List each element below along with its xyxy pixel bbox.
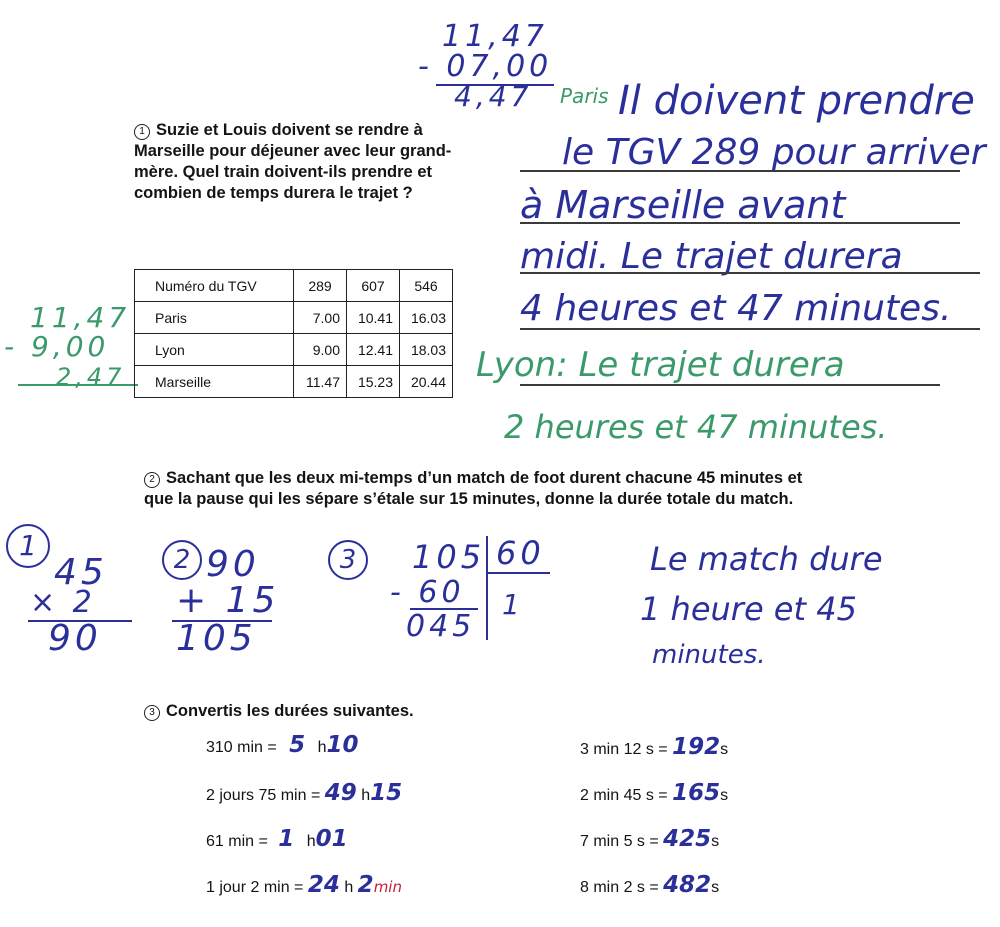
step-3-dividend: 105 — [412, 538, 486, 576]
calc-top-result: 4,47 — [454, 80, 533, 113]
conversion-prompt: 2 jours 75 min = — [206, 787, 321, 804]
table-city-cell: Lyon — [135, 334, 294, 366]
conversion-answer: 2 — [357, 872, 374, 898]
conversion-right-2 — [580, 780, 728, 806]
paris-label: Paris — [560, 84, 609, 108]
answer-underline-5 — [520, 384, 940, 386]
conversion-right-3 — [580, 826, 719, 852]
conversion-answer: 24 — [307, 872, 340, 898]
conversion-right-4 — [580, 872, 719, 898]
answer-paris-line-1: Il doivent prendre — [618, 78, 975, 124]
table-row — [135, 334, 453, 366]
table-time-cell: 7.00 — [294, 302, 347, 334]
conversion-answer: 165 — [672, 780, 721, 806]
table-city-cell: Marseille — [135, 366, 294, 398]
division-bar-horizontal — [486, 572, 550, 574]
tgv-timetable — [134, 269, 453, 398]
conversion-unit: s — [711, 879, 720, 896]
calc-top-a: 11,47 — [442, 19, 548, 54]
conversion-left-4 — [206, 872, 402, 898]
conversion-unit: h — [344, 879, 354, 896]
conversion-left-1 — [206, 732, 359, 758]
exercise-3-number: 3 — [144, 705, 160, 721]
calc-left-b: - 9,00 — [4, 330, 110, 363]
conversion-answer: 1 — [278, 826, 295, 852]
table-time-cell: 20.44 — [400, 366, 453, 398]
conversion-unit: s — [720, 741, 729, 758]
exercise-3-question — [144, 702, 414, 721]
table-row — [135, 302, 453, 334]
conversion-prompt: 8 min 2 s = — [580, 879, 659, 896]
step-1-result: 90 — [48, 618, 102, 659]
step-2-b: + 15 — [176, 580, 280, 621]
division-bar-vertical — [486, 536, 488, 640]
exercise-1-number: 1 — [134, 124, 150, 140]
answer-2-line-1: Le match dure — [650, 540, 883, 578]
table-header-cell: 289 — [294, 270, 347, 302]
answer-underline-1 — [520, 170, 960, 172]
conversion-answer: 482 — [663, 872, 712, 898]
conversion-left-3 — [206, 826, 348, 852]
answer-underline-2 — [520, 222, 960, 224]
table-header-cell: 546 — [400, 270, 453, 302]
table-header-row — [135, 270, 453, 302]
step-1-marker: 1 — [6, 524, 50, 568]
step-1-a: 45 — [54, 552, 108, 593]
conversion-prompt: 1 jour 2 min = — [206, 879, 304, 896]
table-header-cell: 607 — [347, 270, 400, 302]
conversion-answer: 192 — [672, 734, 721, 760]
step-1-b: × 2 — [30, 585, 96, 620]
conversion-prompt: 2 min 45 s = — [580, 787, 668, 804]
conversion-prompt: 310 min = — [206, 739, 277, 756]
answer-paris-line-3: à Marseille avant — [520, 183, 846, 227]
conversion-answer: 5 — [289, 732, 306, 758]
conversion-prompt: 61 min = — [206, 833, 268, 850]
table-time-cell: 18.03 — [400, 334, 453, 366]
conversion-unit-min: min — [373, 878, 402, 896]
conversion-unit: s — [711, 833, 720, 850]
conversion-prompt: 3 min 12 s = — [580, 741, 668, 758]
table-city-cell: Paris — [135, 302, 294, 334]
calc-left-a: 11,47 — [30, 301, 131, 334]
calc-left-rule — [18, 384, 138, 386]
conversion-answer: 15 — [370, 780, 403, 806]
calc-left-result: 2,47 — [56, 363, 126, 391]
answer-2-line-2: 1 heure et 45 — [640, 590, 857, 628]
calc-top — [418, 19, 558, 113]
answer-paris-line-4: midi. Le trajet durera — [520, 236, 903, 277]
exercise-1-text: Suzie et Louis doivent se rendre à Marseille pour déjeuner avec leur grand-mère. Quel train doivent-ils prendre et combien de temps durera le trajet ? — [134, 121, 452, 202]
table-header-cell: Numéro du TGV — [135, 270, 294, 302]
conversion-answer: 49 — [324, 780, 357, 806]
exercise-2-question — [144, 468, 824, 510]
table-time-cell: 11.47 — [294, 366, 347, 398]
step-2-marker: 2 — [162, 540, 202, 580]
step-3-marker: 3 — [328, 540, 368, 580]
table-time-cell: 16.03 — [400, 302, 453, 334]
calc-top-b: - 07,00 — [418, 49, 553, 84]
exercise-2-text: Sachant que les deux mi-temps d’un match de foot durent chacune 45 minutes et que la pause qui les sépare s’étale sur 15 minutes, donne la durée totale du match. — [144, 469, 803, 508]
step-3-quotient: 1 — [502, 588, 524, 621]
conversion-unit: h — [361, 787, 371, 804]
exercise-3-text: Convertis les durées suivantes. — [166, 702, 414, 720]
table-time-cell: 9.00 — [294, 334, 347, 366]
table-time-cell: 15.23 — [347, 366, 400, 398]
table-time-cell: 12.41 — [347, 334, 400, 366]
conversion-right-1 — [580, 734, 728, 760]
conversion-left-2 — [206, 780, 402, 806]
conversion-unit: h — [317, 739, 327, 756]
step-2-result: 105 — [176, 618, 257, 659]
conversion-unit: s — [720, 787, 729, 804]
conversion-answer: 10 — [326, 732, 359, 758]
answer-lyon-line-1: Lyon: Le trajet durera — [476, 345, 845, 385]
answer-underline-3 — [520, 272, 980, 274]
conversion-prompt: 7 min 5 s = — [580, 833, 659, 850]
answer-lyon-line-2: 2 heures et 47 minutes. — [504, 408, 888, 446]
answer-paris-line-5: 4 heures et 47 minutes. — [520, 288, 952, 329]
exercise-1-question — [134, 120, 456, 204]
answer-2-line-3: minutes. — [652, 640, 766, 670]
conversion-unit: h — [306, 833, 316, 850]
step-3-sub: - 60 — [390, 575, 465, 610]
answer-underline-4 — [520, 328, 980, 330]
calc-left — [4, 301, 132, 392]
conversion-answer: 425 — [663, 826, 712, 852]
step-3-remainder: 045 — [406, 609, 476, 644]
table-time-cell: 10.41 — [347, 302, 400, 334]
step-3-divisor: 60 — [496, 534, 545, 572]
calc-top-rule — [436, 84, 554, 86]
exercise-2-number: 2 — [144, 472, 160, 488]
step-2-a: 90 — [206, 544, 260, 585]
conversion-answer: 01 — [315, 826, 348, 852]
table-row — [135, 366, 453, 398]
answer-paris-line-2: le TGV 289 pour arriver — [562, 132, 986, 173]
